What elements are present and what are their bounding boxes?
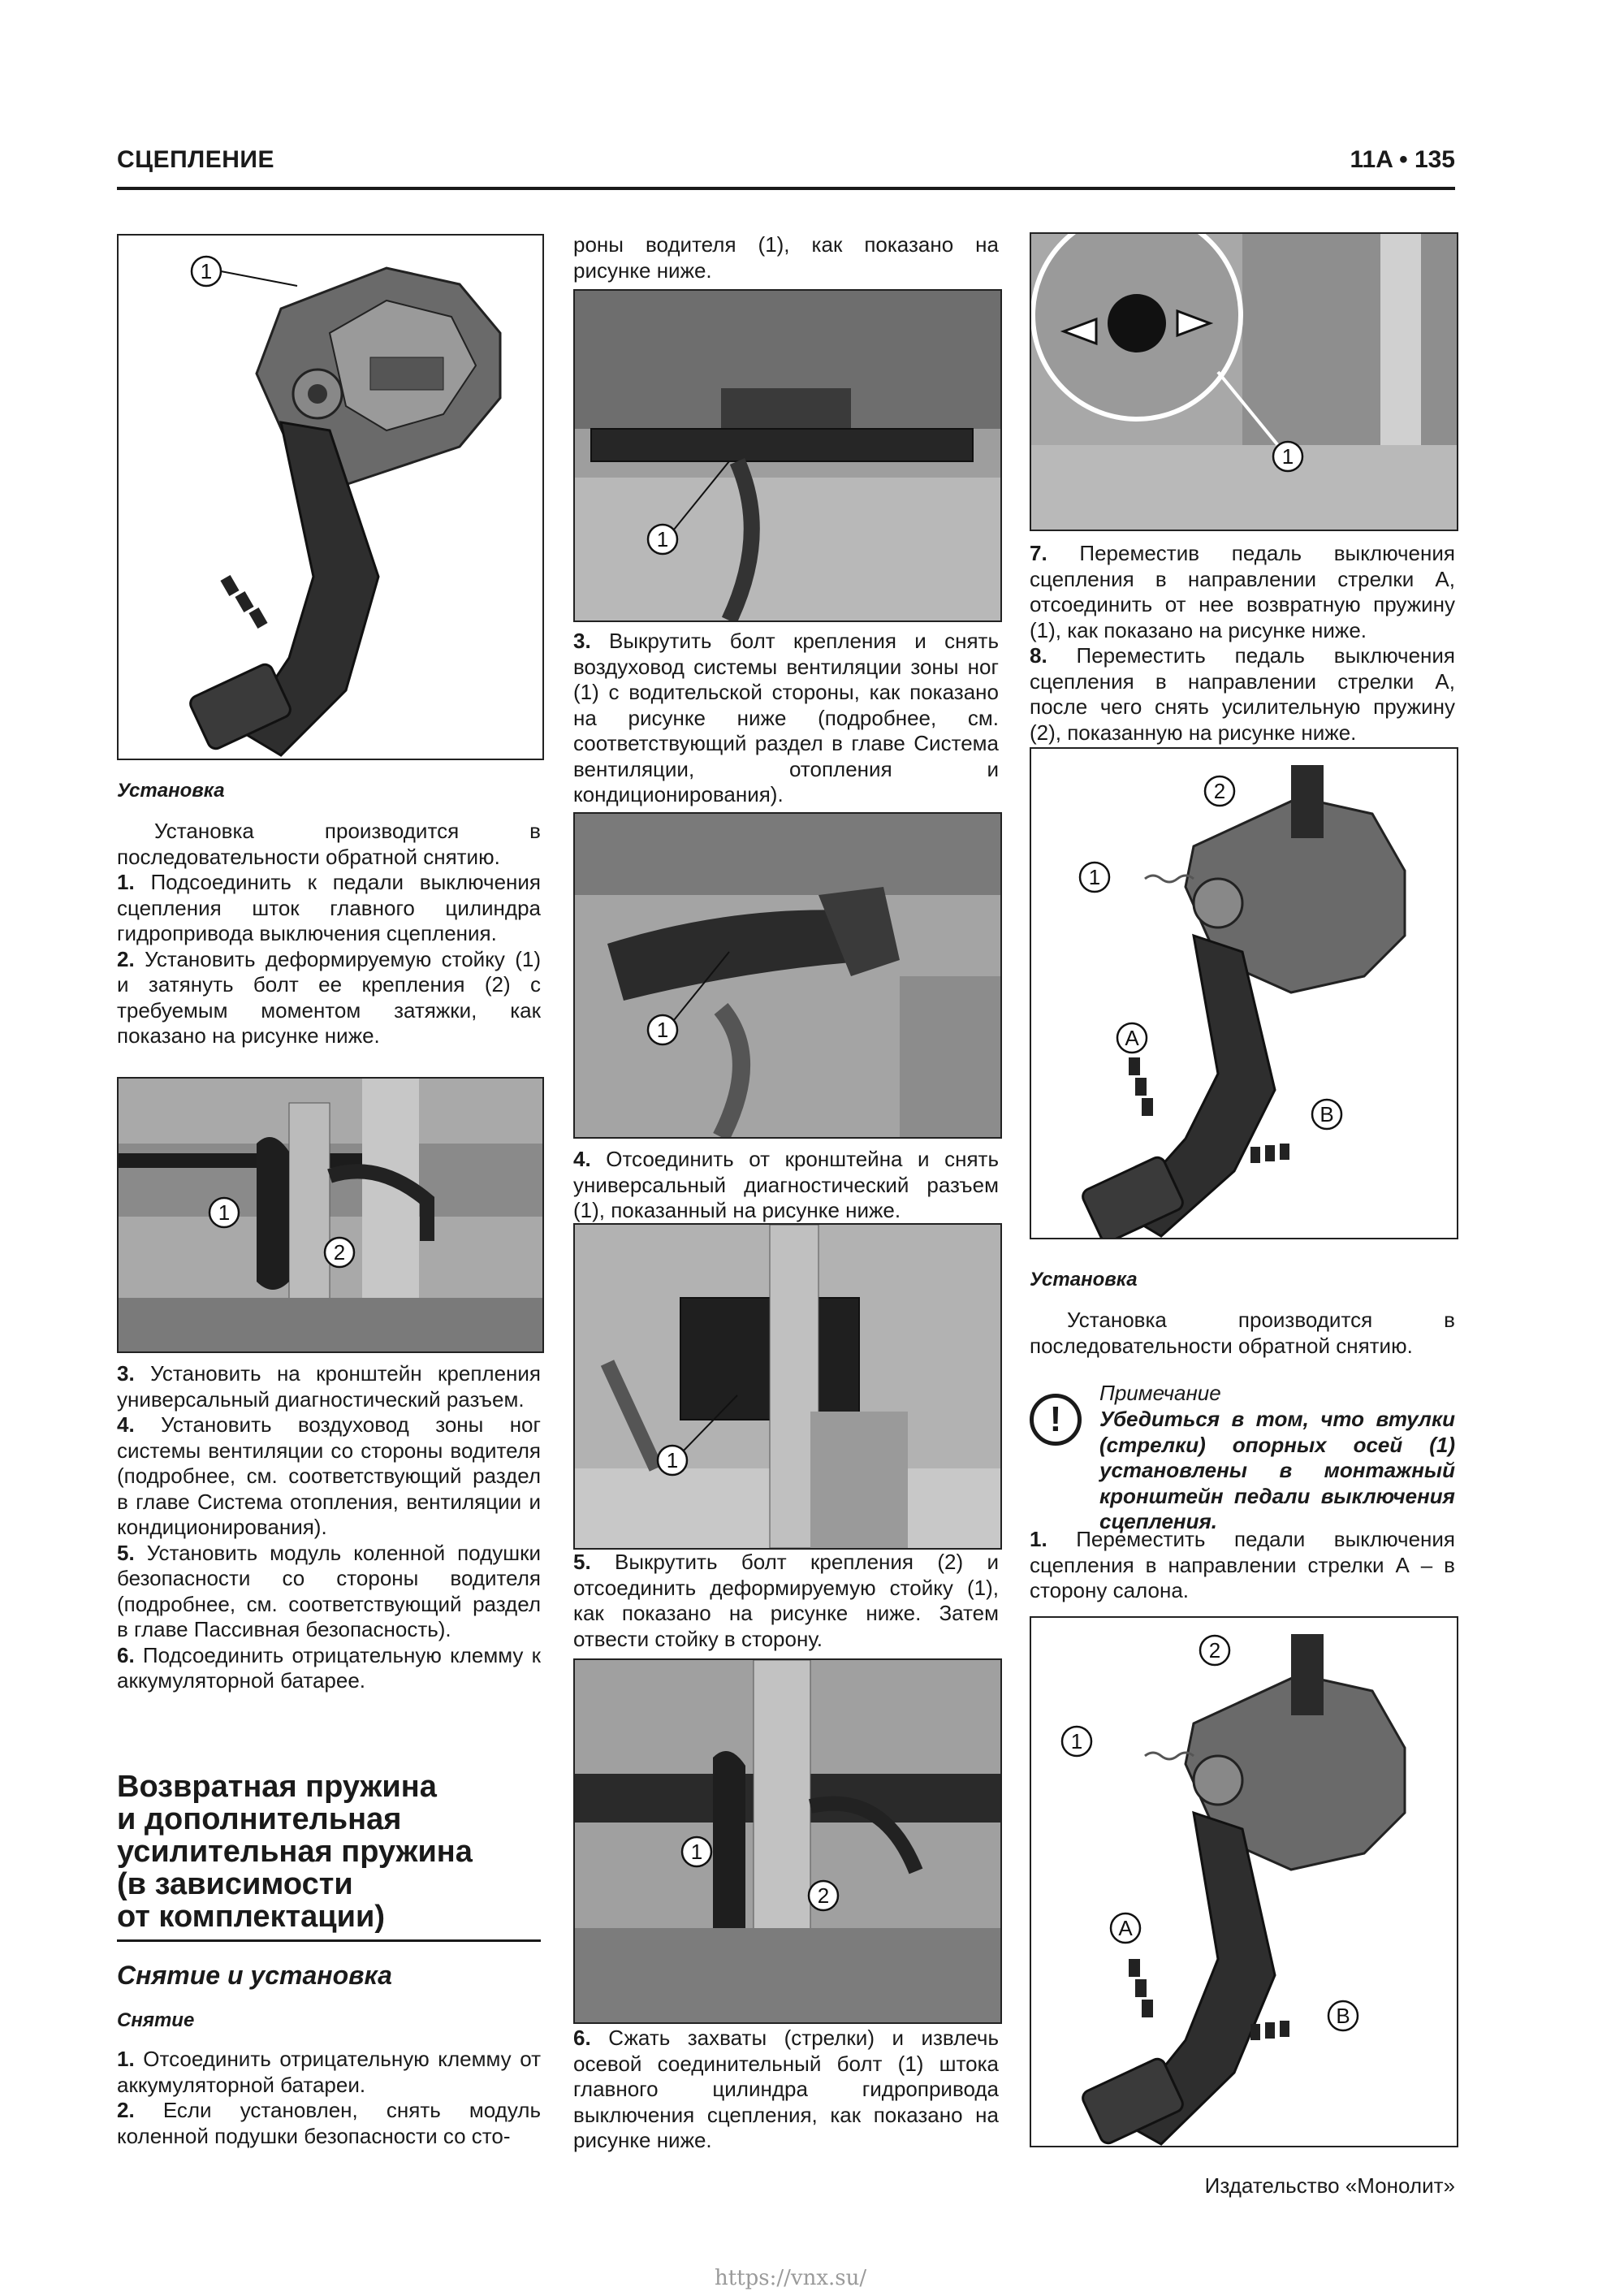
col2-continuation: роны водителя (1), как показано на рисунке ниже. [573, 232, 999, 283]
step-number: 1. [117, 2047, 135, 2071]
paragraph: Установка производится в последовательности обратной снятию. [1030, 1308, 1455, 1358]
figure-diagnostic-connector [573, 1223, 1002, 1550]
col1-text-block-2 [117, 1361, 541, 1694]
step-text: Установить на кронштейн крепления универсальный диагностический разъем. [117, 1361, 541, 1412]
heading-line: Возвратная пружина [117, 1770, 437, 1804]
callout-1: 1 [1281, 444, 1294, 469]
step-text: Сжать захваты (стрелки) и извлечь осевой соединительный болт (1) штока главного цилиндра гидропривода выключения сцепления, как показано на рисунке ниже. [573, 2026, 999, 2152]
callout-1: 1 [1070, 1729, 1083, 1753]
step-number: 4. [117, 1412, 135, 1437]
install-step-1 [1030, 1527, 1455, 1604]
col1-text-block-3 [117, 2047, 541, 2149]
step-number: 3. [117, 1361, 135, 1386]
figure-pivot-bushings [1030, 232, 1458, 531]
step-text: Выкрутить болт крепления (2) и отсоединить деформируемую стойку (1), как показано на рисунке ниже. Затем отвести стойку в сторону. [573, 1550, 999, 1651]
step-2 [117, 947, 541, 1049]
step-7 [1030, 541, 1455, 643]
section-title: СЦЕПЛЕНИЕ [117, 146, 274, 173]
col2-text-step6 [573, 2026, 999, 2154]
connector-photo [575, 1225, 1000, 1548]
col2-text-step4 [573, 1147, 999, 1224]
step-text: Переместив педаль выключения сцепления в направлении стрелки А, отсоединить от нее возвратную пружину (1), как показано на рисунке ниже. [1030, 541, 1455, 642]
step-text: Переместить педали выключения сцепления в направлении стрелки А – в сторону салона. [1030, 1527, 1455, 1602]
step-number: 2. [117, 2098, 135, 2122]
callout-a: A [1125, 1026, 1139, 1050]
figure-pedal-assembly [117, 234, 544, 760]
subheading-ustanovka-2: Установка [1030, 1269, 1138, 1291]
step-text: Подсоединить к педали выключения сцепления шток главного цилиндра гидропривода выключения сцепления. [117, 870, 541, 945]
step-number: 1. [117, 870, 135, 894]
step-text: Установить деформируемую стойку (1) и затянуть болт ее крепления (2) с требуемым моментом затяжки, как показано на рисунке ниже. [117, 946, 541, 1048]
removal-step-1 [117, 2047, 541, 2098]
step-number: 6. [117, 1642, 135, 1667]
strut-photo [119, 1079, 542, 1351]
step-text: Переместить педаль выключения сцепления в направлении стрелки А, после чего снять усилительную пружину (2), показанную на рисунке ниже. [1030, 643, 1455, 745]
pedal-illustration [119, 236, 542, 759]
warning-icon: ! [1030, 1394, 1082, 1446]
callout-1: 1 [1088, 865, 1101, 889]
note-title: Примечание [1099, 1381, 1221, 1405]
publisher-footer: Издательство «Монолит» [1204, 2173, 1455, 2198]
callout-1: 1 [656, 527, 669, 551]
airbag-photo [575, 291, 1000, 620]
step-4 [573, 1147, 999, 1224]
section-rule [117, 1939, 541, 1942]
step-text: Отсоединить от кронштейна и снять универсальный диагностический разъем (1), показанный на рисунке ниже. [573, 1147, 999, 1222]
callout-2: 2 [817, 1883, 830, 1908]
callout-2: 2 [1208, 1638, 1221, 1663]
note-body: Убедиться в том, что втулки (стрелки) опорных осей (1) установлены в монтажный кронштейн педали выключения сцепления. [1099, 1407, 1455, 1533]
section-heading [117, 1771, 541, 1933]
subheading-ustanovka: Установка [117, 780, 225, 802]
step-3 [117, 1361, 541, 1412]
col2-text-step5 [573, 1550, 999, 1652]
heading-line: (в зависимости [117, 1867, 353, 1901]
pedal-springs-illustration-1 [1031, 749, 1457, 1238]
subheading-snyatie: Снятие [117, 2009, 195, 2031]
callout-a: A [1118, 1916, 1133, 1940]
col3-text-steps-7-8 [1030, 541, 1455, 746]
step-4 [117, 1412, 541, 1541]
callout-1: 1 [656, 1018, 669, 1042]
subsection-heading: Снятие и установка [117, 1961, 392, 1990]
figure-deformable-strut [117, 1077, 544, 1353]
step-text: Подсоединить отрицательную клемму к аккумуляторной батарее. [117, 1642, 541, 1693]
callout-1: 1 [666, 1448, 679, 1472]
step-number: 7. [1030, 541, 1047, 565]
callout-1: 1 [218, 1200, 231, 1225]
step-5 [573, 1550, 999, 1652]
step-number: 5. [573, 1550, 591, 1574]
step-text: Отсоединить отрицательную клемму от аккумуляторной батареи. [117, 2047, 541, 2097]
step-number: 6. [573, 2026, 591, 2050]
step-text: Если установлен, снять модуль коленной подушки безопасности со сто- [117, 2098, 541, 2148]
step-1 [117, 870, 541, 947]
heading-line: усилительная пружина [117, 1835, 473, 1869]
watermark: https://vnx.su/ [715, 2266, 867, 2290]
callout-2: 2 [333, 1240, 346, 1265]
step-8 [1030, 643, 1455, 746]
step-text: Выкрутить болт крепления и снять воздуховод системы вентиляции зоны ног (1) с водительской стороны, как показано на рисунке ниже (подробнее, см. соответствующий раздел в главе Система вентиляции, отопления и кондиционирования). [573, 629, 999, 806]
step-number: 5. [117, 1540, 135, 1565]
step-number: 1. [1030, 1527, 1047, 1551]
pedal-springs-illustration-2 [1031, 1618, 1457, 2146]
step-text: Установить модуль коленной подушки безопасности со стороны водителя (подробнее, см. соответствующий раздел в главе Пассивная безопасность). [117, 1540, 541, 1641]
step-number: 8. [1030, 643, 1047, 668]
paragraph: Установка производится в последовательности обратной снятию. [117, 819, 541, 869]
col3-install-step1 [1030, 1527, 1455, 1604]
step-number: 3. [573, 629, 591, 653]
figure-pedal-springs-2 [1030, 1616, 1458, 2147]
figure-strut-removal [573, 1658, 1002, 2024]
figure-knee-airbag [573, 289, 1002, 622]
col2-text-step3 [573, 629, 999, 808]
page-number: 11A • 135 [1350, 146, 1455, 173]
step-6 [573, 2026, 999, 2154]
callout-2: 2 [1213, 779, 1226, 803]
bushings-photo [1031, 234, 1457, 530]
callout-b: B [1320, 1102, 1334, 1126]
heading-line: от комплектации) [117, 1900, 385, 1934]
strut-removal-photo [575, 1660, 1000, 2022]
step-5 [117, 1541, 541, 1643]
callout-b: B [1336, 2004, 1350, 2028]
step-number: 4. [573, 1147, 591, 1171]
col3-intro [1030, 1308, 1455, 1359]
step-3 [573, 629, 999, 808]
step-number: 2. [117, 946, 135, 971]
callout-1: 1 [690, 1840, 703, 1864]
heading-line: и дополнительная [117, 1802, 402, 1836]
figure-air-duct [573, 812, 1002, 1139]
step-6 [117, 1643, 541, 1694]
col1-text-block-1 [117, 819, 541, 1049]
header-divider [117, 187, 1455, 190]
step-text: Установить воздуховод зоны ног системы вентиляции со стороны водителя (подробнее, см. соответствующий раздел в главе Система отопления, вентиляции и кондиционирования). [117, 1412, 541, 1539]
removal-step-2 [117, 2098, 541, 2149]
figure-pedal-springs-1 [1030, 747, 1458, 1239]
air-duct-photo [575, 814, 1000, 1137]
callout-1: 1 [200, 259, 213, 283]
